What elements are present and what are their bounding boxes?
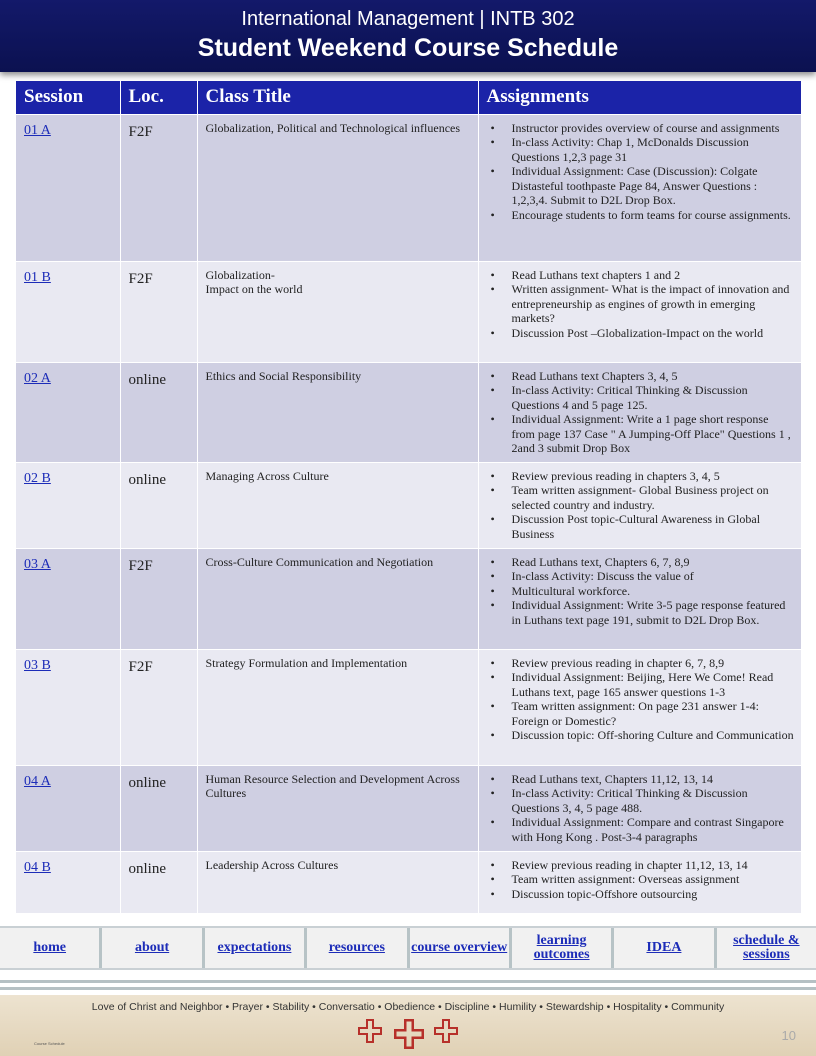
assignments-cell: [478, 765, 801, 851]
location-cell: F2F: [120, 548, 197, 649]
location-cell: F2F: [120, 114, 197, 261]
session-cell: [16, 851, 120, 913]
assignment-item: • Read Luthans text, Chapters 6, 7, 8,9: [487, 555, 795, 570]
schedule-table: [16, 81, 802, 913]
class-title-cell: Leadership Across Cultures: [197, 851, 478, 913]
assignment-item: • Team written assignment: On page 231 answer 1-4: Foreign or Domestic?: [487, 699, 795, 728]
assignment-item: • Individual Assignment: Write a 1 page short response from page 137 Case " A Jumping-Off Place" Questions 1 , 2and 3 submit Drop Box: [487, 412, 795, 456]
location-cell: online: [120, 765, 197, 851]
assignment-item: • Review previous reading in chapter 6, 7, 8,9: [487, 656, 795, 671]
assignment-item: • Encourage students to form teams for course assignments.: [487, 208, 795, 223]
location-cell: online: [120, 851, 197, 913]
table-row: [16, 548, 801, 649]
assignment-item: • Read Luthans text, Chapters 11,12, 13, 14: [487, 772, 795, 787]
table-header-row: [16, 81, 801, 114]
class-title-cell: Globalization, Political and Technological influences: [197, 114, 478, 261]
class-title-cell: Ethics and Social Responsibility: [197, 362, 478, 462]
course-title: International Management | INTB 302: [241, 8, 575, 30]
session-link[interactable]: 04 A: [24, 773, 51, 789]
location-cell: online: [120, 362, 197, 462]
assignment-item: • In-class Activity: Critical Thinking & Discussion Questions 4 and 5 page 125.: [487, 383, 795, 412]
assignment-list: [487, 555, 795, 628]
divider-line: [0, 987, 816, 990]
nav-resources[interactable]: resources: [304, 928, 406, 968]
table-row: [16, 765, 801, 851]
assignment-list: [487, 268, 795, 341]
session-cell: [16, 462, 120, 548]
assignment-item: • Individual Assignment: Compare and contrast Singapore with Hong Kong . Post-3-4 paragraphs: [487, 815, 795, 844]
assignment-list: [487, 369, 795, 456]
footer-caption: Course Schedule: [34, 1041, 65, 1046]
assignment-item: • In-class Activity: Chap 1, McDonalds Discussion Questions 1,2,3 page 31: [487, 135, 795, 164]
assignment-item: • Read Luthans text Chapters 3, 4, 5: [487, 369, 795, 384]
session-link[interactable]: 04 B: [24, 859, 51, 875]
session-cell: [16, 548, 120, 649]
location-cell: online: [120, 462, 197, 548]
page-header: [0, 0, 816, 72]
class-title-cell: Globalization- Impact on the world: [197, 261, 478, 362]
assignment-item: • Discussion topic: Off-shoring Culture and Communication: [487, 728, 795, 743]
assignment-item: • In-class Activity: Discuss the value of: [487, 569, 795, 584]
assignments-cell: [478, 851, 801, 913]
cross-icon: [434, 1019, 458, 1043]
header-location: Loc.: [120, 81, 197, 114]
assignment-list: [487, 858, 795, 902]
class-title-cell: Human Resource Selection and Development Across Cultures: [197, 765, 478, 851]
page-number: 10: [781, 1028, 796, 1043]
session-cell: [16, 649, 120, 765]
cross-icon: [358, 1019, 382, 1043]
assignment-item: • Multicultural workforce.: [487, 584, 795, 599]
nav-course-overview[interactable]: course overview: [407, 928, 509, 968]
session-cell: [16, 114, 120, 261]
assignment-list: [487, 469, 795, 542]
session-link[interactable]: 03 A: [24, 556, 51, 572]
assignment-item: • Discussion topic-Offshore outsourcing: [487, 887, 795, 902]
assignments-cell: [478, 649, 801, 765]
header-assignments: Assignments: [478, 81, 801, 114]
table-row: [16, 114, 801, 261]
table-row: [16, 261, 801, 362]
assignment-list: [487, 121, 795, 223]
assignment-item: • Review previous reading in chapter 11,12, 13, 14: [487, 858, 795, 873]
assignment-item: • Individual Assignment: Beijing, Here We Come! Read Luthans text, page 165 answer questions 1-3: [487, 670, 795, 699]
assignments-cell: [478, 261, 801, 362]
nav-home[interactable]: home: [33, 940, 67, 955]
session-link[interactable]: 01 B: [24, 269, 51, 285]
nav-learning-outcomes[interactable]: learning outcomes: [509, 928, 611, 968]
table-row: [16, 649, 801, 765]
assignments-cell: [478, 362, 801, 462]
table-row: [16, 462, 801, 548]
location-cell: F2F: [120, 261, 197, 362]
assignment-item: • Team written assignment- Global Business project on selected country and industry.: [487, 483, 795, 512]
assignment-item: • Written assignment- What is the impact of innovation and entrepreneurship as engines of growth in emerging markets?: [487, 282, 795, 326]
nav-idea[interactable]: IDEA: [611, 928, 713, 968]
location-cell: F2F: [120, 649, 197, 765]
header-session: Session: [16, 81, 120, 114]
values-statement: Love of Christ and Neighbor • Prayer • Stability • Conversatio • Obedience • Discipline • Humility • Stewardship • Hospitality • Community: [91, 1001, 725, 1013]
session-cell: [16, 261, 120, 362]
assignments-cell: [478, 548, 801, 649]
session-link[interactable]: 01 A: [24, 122, 51, 138]
nav-expectations[interactable]: expectations: [202, 928, 304, 968]
class-title-cell: Managing Across Culture: [197, 462, 478, 548]
assignment-item: • Individual Assignment: Case (Discussion): Colgate Distasteful toothpaste Page 84, Answer Questions : 1,2,3,4. Submit to D2L Drop Box.: [487, 164, 795, 208]
session-link[interactable]: 02 B: [24, 470, 51, 486]
assignment-item: • Team written assignment: Overseas assignment: [487, 872, 795, 887]
table-row: [16, 851, 801, 913]
class-title-cell: Cross-Culture Communication and Negotiation: [197, 548, 478, 649]
table-row: [16, 362, 801, 462]
divider-line: [0, 980, 816, 983]
assignment-item: • Instructor provides overview of course and assignments: [487, 121, 795, 136]
header-class-title: Class Title: [197, 81, 478, 114]
bottom-nav: [0, 926, 816, 970]
page-footer: [0, 995, 816, 1056]
session-cell: [16, 362, 120, 462]
assignments-cell: [478, 114, 801, 261]
assignment-item: • Discussion Post –Globalization-Impact on the world: [487, 326, 795, 341]
nav-schedule-sessions[interactable]: schedule & sessions: [714, 928, 816, 968]
session-link[interactable]: 03 B: [24, 657, 51, 673]
assignment-item: • Review previous reading in chapters 3, 4, 5: [487, 469, 795, 484]
assignment-item: • In-class Activity: Critical Thinking & Discussion Questions 3, 4, 5 page 488.: [487, 786, 795, 815]
assignment-list: [487, 772, 795, 845]
class-title-cell: Strategy Formulation and Implementation: [197, 649, 478, 765]
page-title: Student Weekend Course Schedule: [197, 34, 619, 62]
assignment-item: • Discussion Post topic-Cultural Awareness in Global Business: [487, 512, 795, 541]
assignment-item: • Read Luthans text chapters 1 and 2: [487, 268, 795, 283]
assignments-cell: [478, 462, 801, 548]
cross-icon: [394, 1019, 424, 1049]
nav-about[interactable]: about: [99, 928, 201, 968]
assignment-item: • Individual Assignment: Write 3-5 page response featured in Luthans text page 191, submit to D2L Drop Box.: [487, 598, 795, 627]
session-link[interactable]: 02 A: [24, 370, 51, 386]
session-cell: [16, 765, 120, 851]
assignment-list: [487, 656, 795, 743]
